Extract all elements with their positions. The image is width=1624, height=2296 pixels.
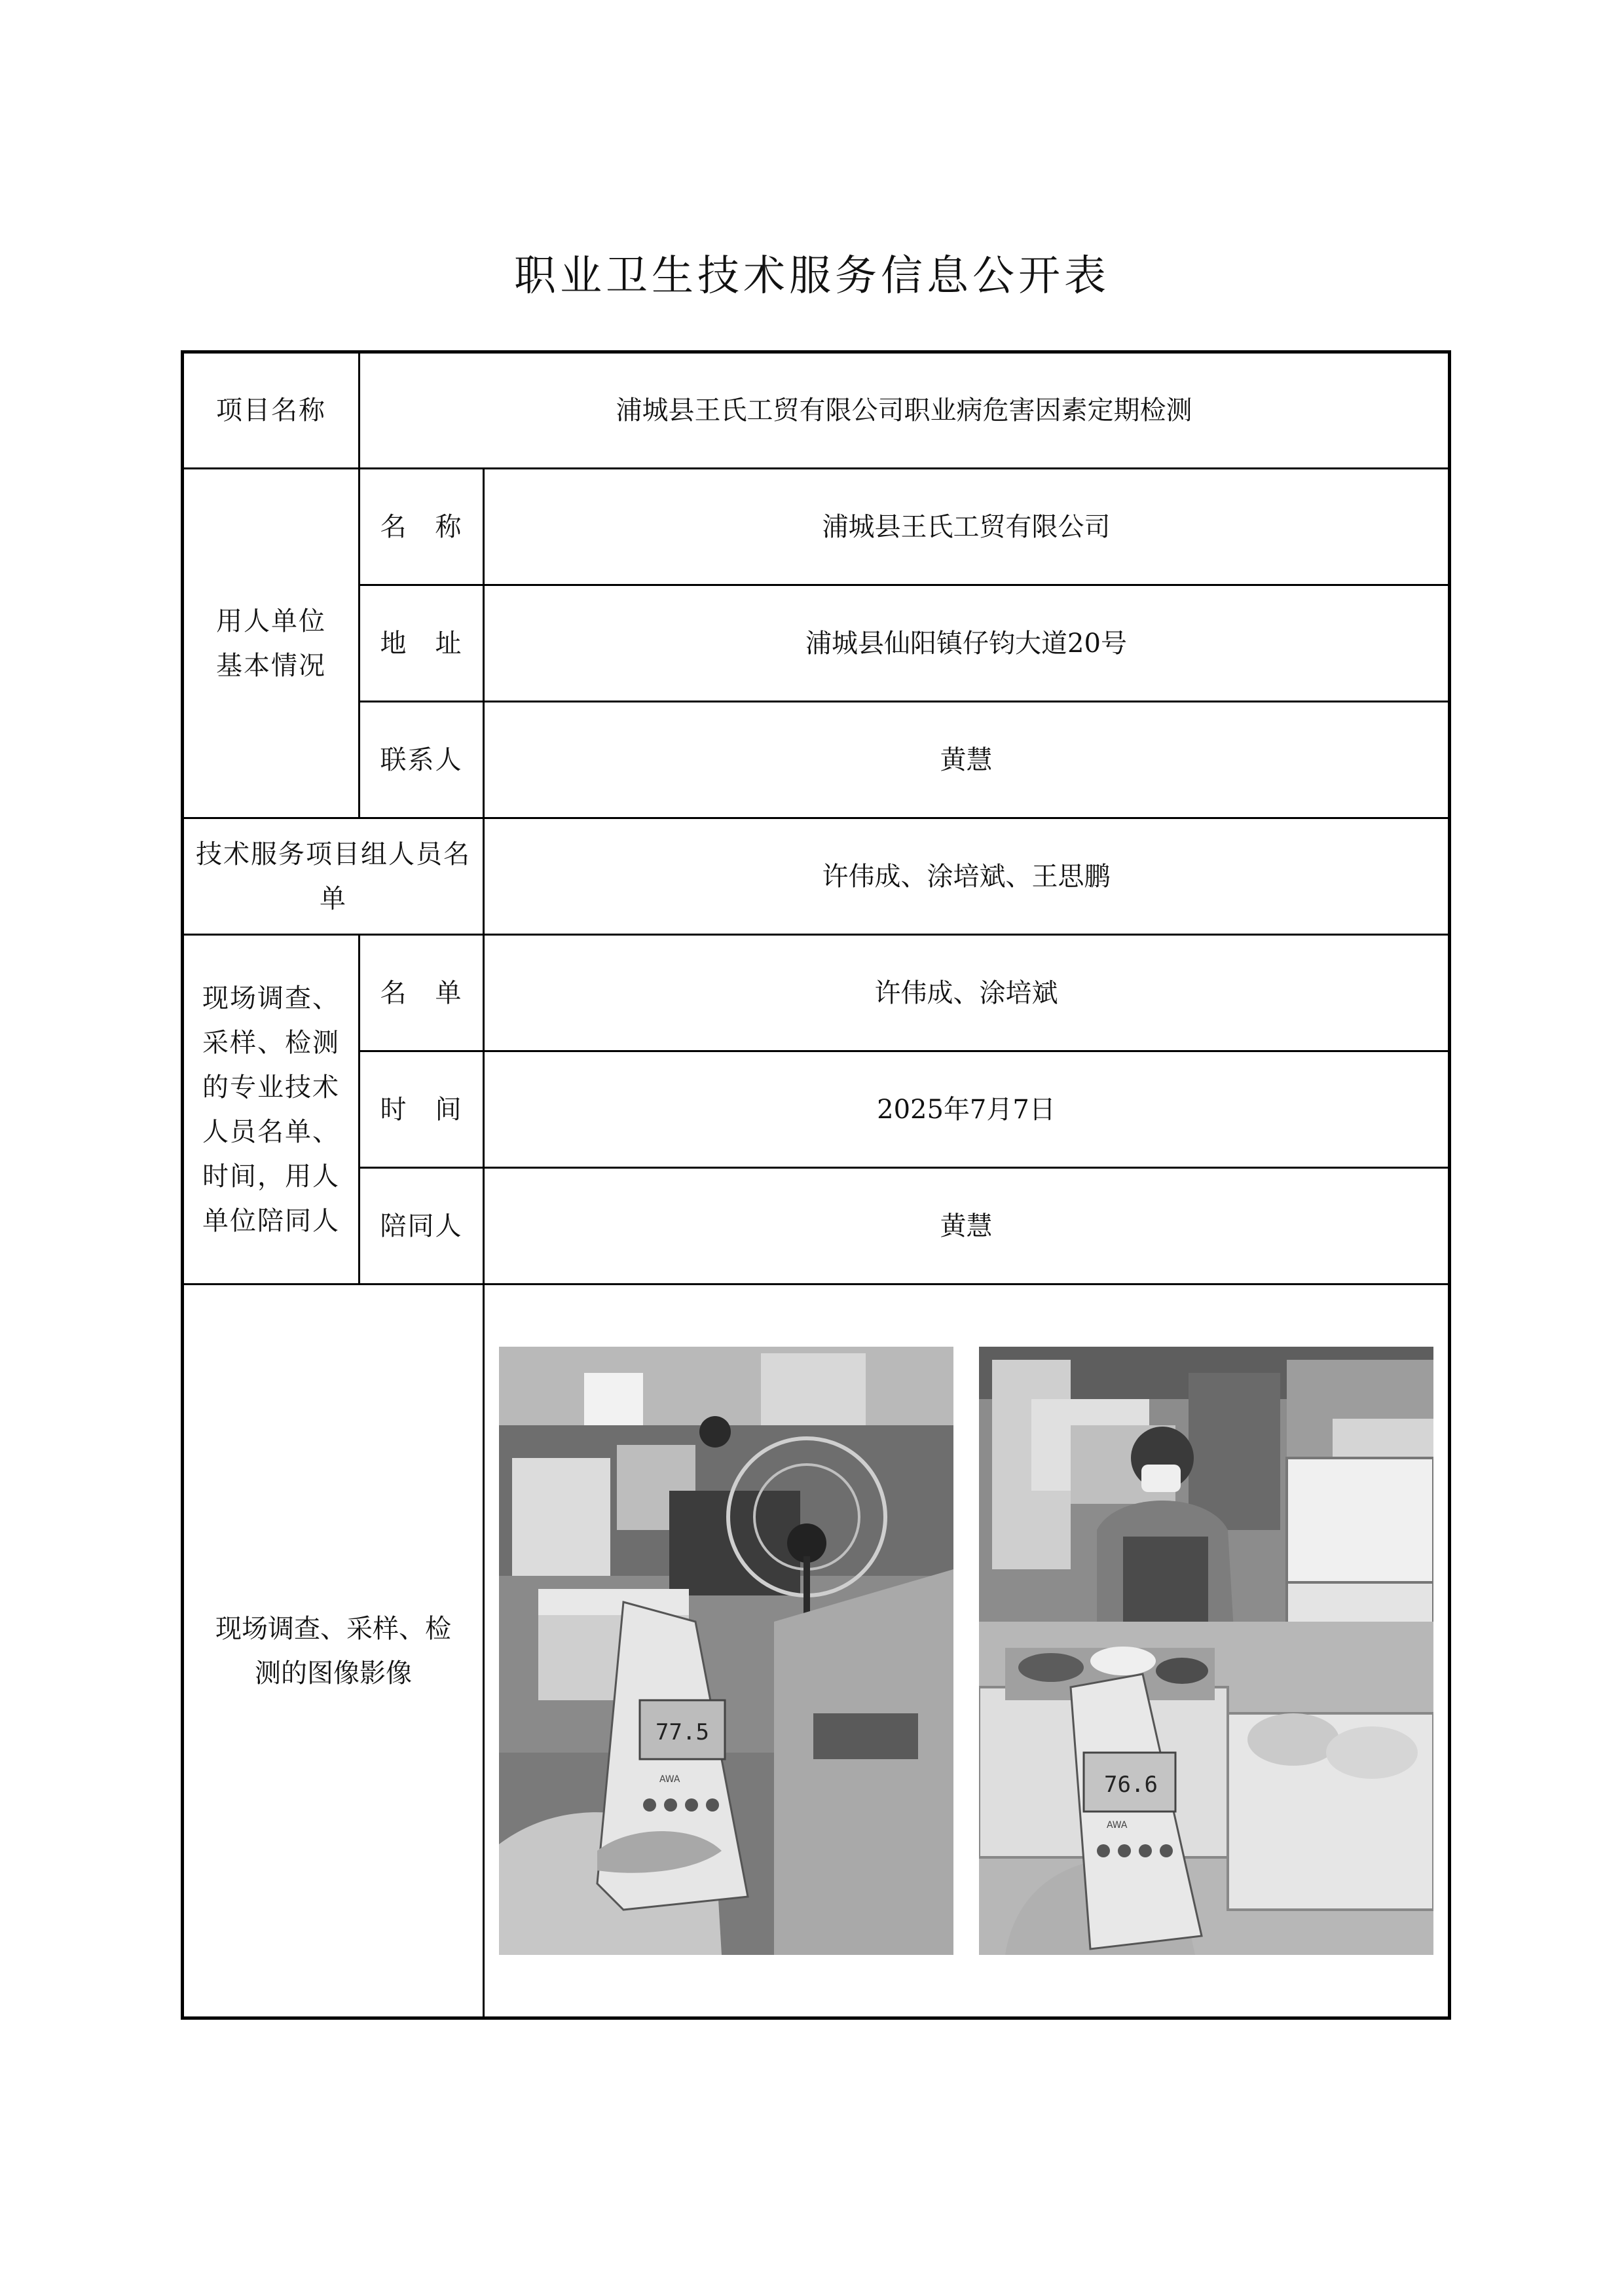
row-project-name: [183, 352, 1450, 469]
team-value: 许伟成、涂培斌、王思鹏: [484, 818, 1450, 935]
onsite-escort-value: 黄慧: [484, 1168, 1450, 1285]
row-employer-contact: [183, 702, 1450, 818]
row-onsite-time: [183, 1051, 1450, 1168]
info-table: [181, 350, 1451, 2020]
row-employer-address: [183, 585, 1450, 702]
meter-brand-1: AWA: [659, 1774, 680, 1785]
onsite-time-label: 时 间: [360, 1051, 484, 1168]
onsite-label: [183, 935, 360, 1285]
row-images: [183, 1285, 1450, 2018]
employer-contact-label: 联系人: [360, 702, 484, 818]
onsite-time-value: 2025年7月7日: [484, 1051, 1450, 1168]
employer-label-text: 用人单位基本情况: [216, 606, 326, 681]
site-photo-2: [979, 1347, 1433, 1955]
onsite-list-value: 许伟成、涂培斌: [484, 935, 1450, 1051]
row-employer-name: [183, 469, 1450, 585]
employer-contact-value: 黄慧: [484, 702, 1450, 818]
images-label: [183, 1285, 484, 2018]
employer-address-value: 浦城县仙阳镇仔钧大道20号: [484, 585, 1450, 702]
project-name-value: 浦城县王氏工贸有限公司职业病危害因素定期检测: [360, 352, 1450, 469]
onsite-label-line: 人员名单、: [202, 1116, 340, 1147]
employer-name-value: 浦城县王氏工贸有限公司: [484, 469, 1450, 585]
site-photo-1: [499, 1347, 953, 1955]
onsite-list-label: 名 单: [360, 935, 484, 1051]
row-team: [183, 818, 1450, 935]
row-onsite-escort: [183, 1168, 1450, 1285]
onsite-label-line: 单位陪同人: [202, 1205, 340, 1236]
onsite-label-text: [202, 976, 340, 1243]
team-label: [183, 818, 484, 935]
project-name-label: 项目名称: [183, 352, 360, 469]
meter-brand-2: AWA: [1107, 1820, 1128, 1831]
row-onsite-list: [183, 935, 1450, 1051]
photo-gallery: [485, 1347, 1448, 1955]
images-label-text: 现场调查、采样、检测的图像影像: [215, 1613, 451, 1688]
onsite-label-line: 采样、检测: [202, 1027, 340, 1058]
images-cell: [484, 1285, 1450, 2018]
onsite-escort-label: 陪同人: [360, 1168, 484, 1285]
employer-label: [183, 469, 360, 818]
employer-address-label: 地 址: [360, 585, 484, 702]
meter-reading-1: 77.5: [655, 1719, 709, 1745]
employer-name-label: 名 称: [360, 469, 484, 585]
onsite-label-line: 现场调查、: [202, 983, 340, 1013]
onsite-label-line: 的专业技术: [202, 1072, 340, 1102]
meter-reading-2: 76.6: [1104, 1772, 1158, 1798]
onsite-label-line: 时间，用人: [202, 1161, 340, 1192]
team-label-text: 技术服务项目组人员名单: [196, 839, 471, 914]
page-title: 职业卫生技术服务信息公开表: [514, 252, 1110, 301]
